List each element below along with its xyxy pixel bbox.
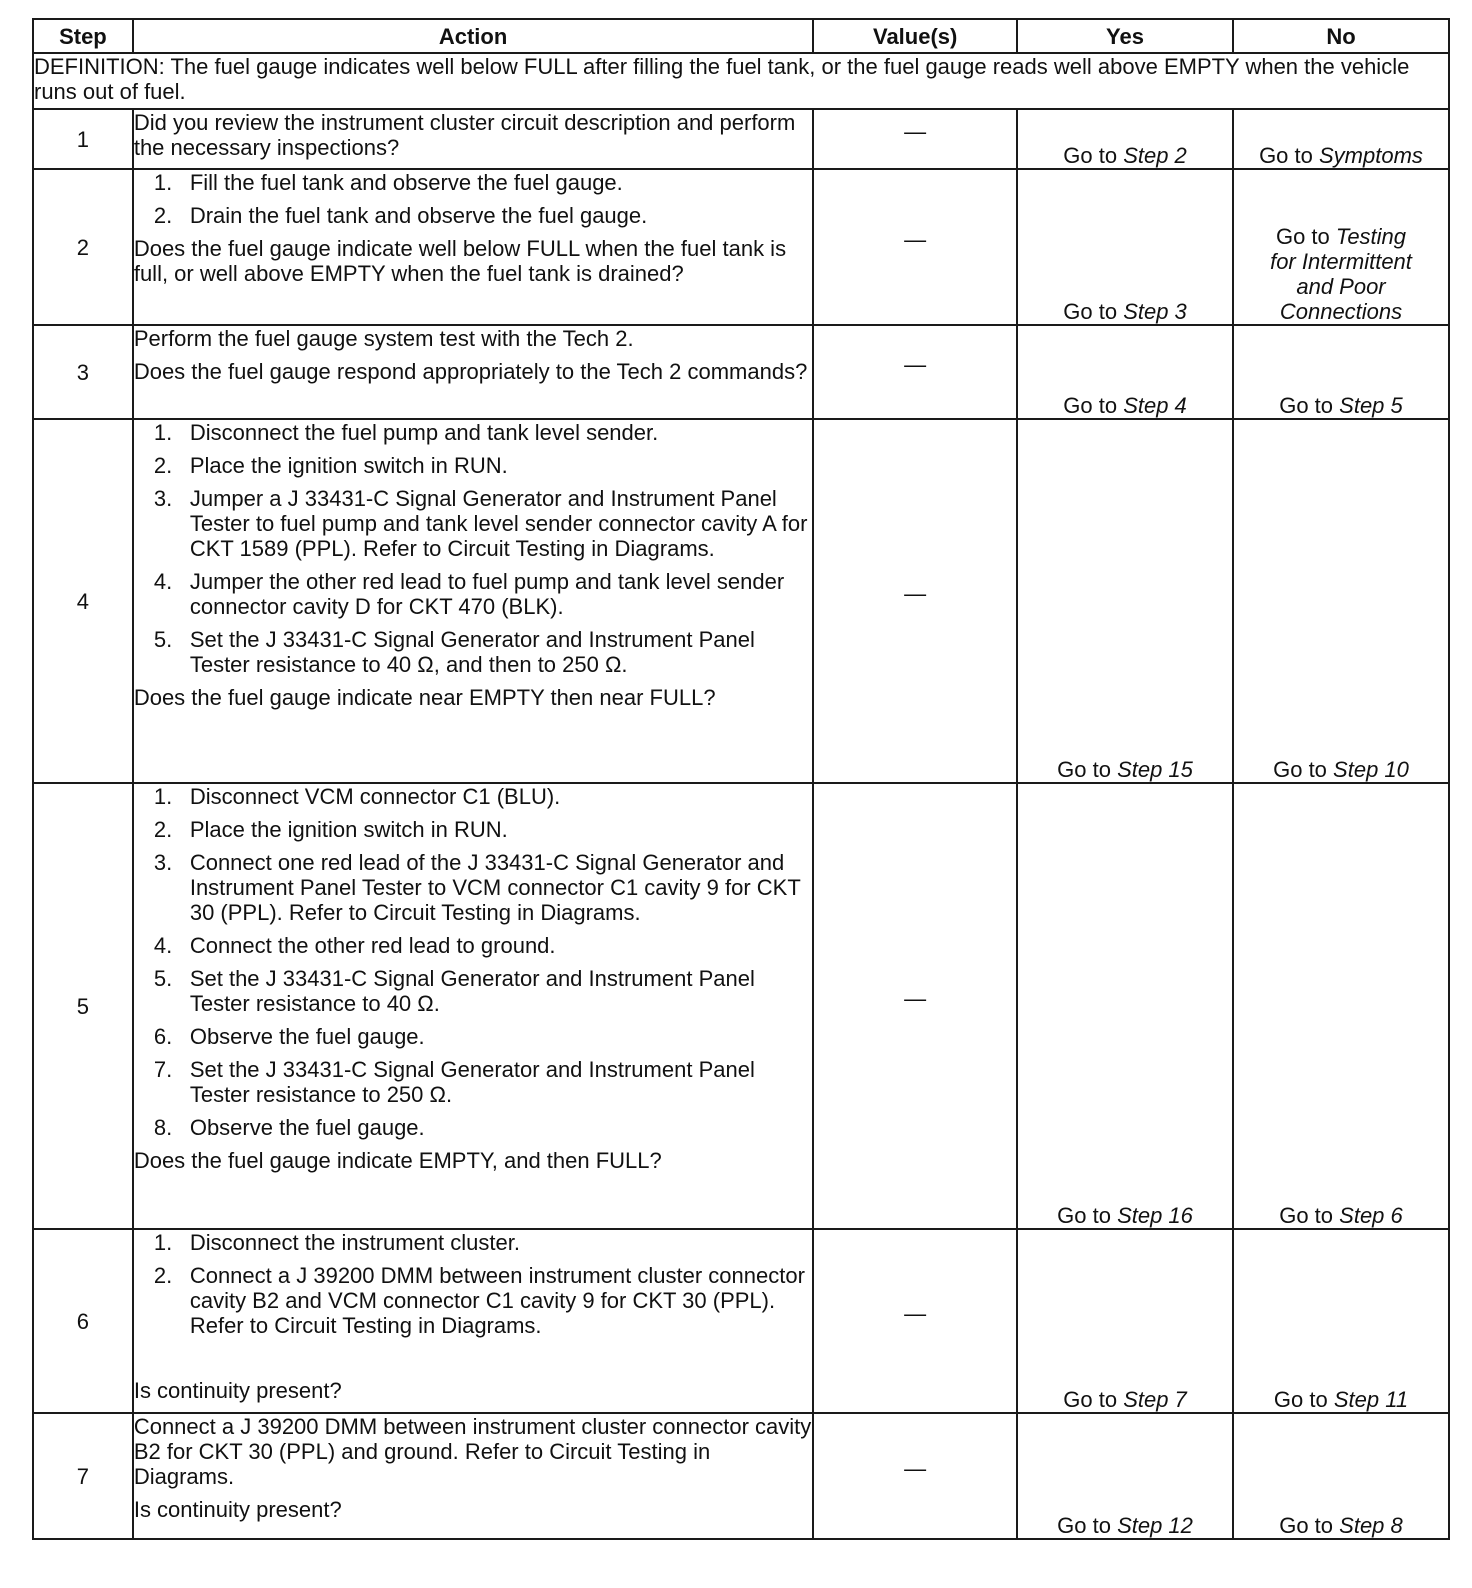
action-question: Does the fuel gauge indicate near EMPTY then near FULL? (133, 685, 716, 710)
action-intro: Connect a J 39200 DMM between instrument cluster connector cavity B2 for CKT 30 (PPL) and ground. Refer to Circuit Testing in Diagrams. (133, 1414, 812, 1489)
action-question: Does the fuel gauge respond appropriately to the Tech 2 commands? (133, 359, 808, 384)
action-cell (133, 169, 813, 325)
yes-cell (1017, 325, 1233, 419)
action-step-text: Fill the fuel tank and observe the fuel gauge. (189, 170, 623, 195)
action-step-text: Jumper a J 33431-C Signal Generator and Instrument Panel Tester to fuel pump and tank level sender connector cavity A for CKT 1589 (PPL). Refer to Circuit Testing in Diagrams. (189, 486, 808, 561)
action-step: 2. Connect a J 39200 DMM between instrument cluster connector cavity B2 and VCM connector C1 cavity 9 for CKT 30 (PPL). Refer to Circuit Testing in Diagrams. (153, 1263, 805, 1338)
yes-target: Step 12 (1117, 1513, 1193, 1538)
yes-cell (1017, 109, 1233, 169)
action-step-text: Observe the fuel gauge. (189, 1115, 425, 1140)
action-steps (134, 1230, 812, 1338)
action-step-text: Set the J 33431-C Signal Generator and Instrument Panel Tester resistance to 40 Ω, and then to 250 Ω. (189, 627, 755, 677)
action-cell (133, 1229, 813, 1413)
step-number: 5 (33, 783, 133, 1229)
action-step-text: Jumper the other red lead to fuel pump and tank level sender connector cavity D for CKT 470 (BLK). (189, 569, 785, 619)
no-cell (1233, 1413, 1449, 1539)
action-cell (133, 325, 813, 419)
value-dash: — (904, 118, 927, 144)
goto-prefix: Go to (1273, 1387, 1328, 1412)
yes-target: Step 2 (1123, 143, 1187, 168)
yes-cell (1017, 419, 1233, 783)
goto-prefix: Go to (1275, 224, 1330, 249)
no-target: for Intermittent (1270, 249, 1412, 274)
action-step-text: Observe the fuel gauge. (189, 1024, 425, 1049)
value-dash: — (904, 580, 927, 606)
no-cell (1233, 325, 1449, 419)
action-step: 8. Observe the fuel gauge. (153, 1115, 425, 1140)
yes-target: Step 7 (1123, 1387, 1187, 1412)
action-step-text: Connect one red lead of the J 33431-C Signal Generator and Instrument Panel Tester to VCM connector C1 cavity 9 for CKT 30 (PPL). Refer to Circuit Testing in Diagrams. (189, 850, 801, 925)
goto-prefix: Go to (1063, 143, 1118, 168)
header-row (33, 19, 1449, 53)
goto-prefix: Go to (1063, 299, 1118, 324)
action-step: 7. Set the J 33431-C Signal Generator and Instrument Panel Tester resistance to 250 Ω. (153, 1057, 755, 1107)
goto-prefix: Go to (1057, 757, 1111, 782)
step-number: 6 (33, 1229, 133, 1413)
table-row (33, 1229, 1449, 1413)
action-step-text: Connect the other red lead to ground. (189, 933, 556, 958)
no-target: and Poor (1296, 274, 1386, 299)
value-dash: — (904, 226, 927, 252)
action-step: 2. Place the ignition switch in RUN. (153, 453, 508, 478)
action-step-text: Place the ignition switch in RUN. (189, 453, 508, 478)
table-row (33, 169, 1449, 325)
action-cell (133, 419, 813, 783)
yes-target: Step 4 (1123, 393, 1187, 418)
table-row (33, 419, 1449, 783)
value-dash: — (904, 1455, 927, 1481)
table-row (33, 325, 1449, 419)
action-step-text: Disconnect VCM connector C1 (BLU). (189, 784, 561, 809)
step-number: 1 (33, 109, 133, 169)
yes-target: Step 16 (1117, 1203, 1193, 1228)
action-step: 2. Drain the fuel tank and observe the fuel gauge. (153, 203, 648, 228)
action-steps (134, 170, 812, 228)
yes-target: Step 15 (1117, 757, 1193, 782)
no-cell (1233, 1229, 1449, 1413)
action-cell (133, 783, 813, 1229)
action-step: 1. Fill the fuel tank and observe the fuel gauge. (153, 170, 623, 195)
yes-cell (1017, 1229, 1233, 1413)
goto-prefix: Go to (1057, 1203, 1111, 1228)
action-step-text: Drain the fuel tank and observe the fuel gauge. (189, 203, 648, 228)
no-target: Testing (1335, 224, 1407, 249)
step-number: 7 (33, 1413, 133, 1539)
definition-text: DEFINITION: The fuel gauge indicates well below FULL after filling the fuel tank, or the fuel gauge reads well above EMPTY when the vehicle runs out of fuel. (33, 53, 1449, 109)
action-question: Does the fuel gauge indicate EMPTY, and then FULL? (133, 1148, 662, 1173)
no-cell (1233, 109, 1449, 169)
step-number: 2 (33, 169, 133, 325)
action-step: 6. Observe the fuel gauge. (153, 1024, 425, 1049)
action-step: 5. Set the J 33431-C Signal Generator and Instrument Panel Tester resistance to 40 Ω. (153, 966, 755, 1016)
action-step: 3. Jumper a J 33431-C Signal Generator and Instrument Panel Tester to fuel pump and tank level sender connector cavity A for CKT 1589 (PPL). Refer to Circuit Testing in Diagrams. (153, 486, 808, 561)
goto-prefix: Go to (1279, 1203, 1334, 1228)
action-cell (133, 1413, 813, 1539)
goto-prefix: Go to (1279, 1513, 1334, 1538)
header-action: Action (133, 19, 813, 53)
definition-row (33, 53, 1449, 109)
action-step: 2. Place the ignition switch in RUN. (153, 817, 508, 842)
value-dash: — (904, 1300, 927, 1326)
header-values: Value(s) (813, 19, 1017, 53)
action-step-text: Disconnect the fuel pump and tank level sender. (189, 420, 659, 445)
goto-prefix: Go to (1063, 1387, 1118, 1412)
action-step: 1. Disconnect the fuel pump and tank level sender. (153, 420, 659, 445)
no-cell (1233, 419, 1449, 783)
action-step: 4. Jumper the other red lead to fuel pump and tank level sender connector cavity D for CKT 470 (BLK). (153, 569, 785, 619)
action-step-text: Set the J 33431-C Signal Generator and Instrument Panel Tester resistance to 40 Ω. (189, 966, 755, 1016)
header-no: No (1233, 19, 1449, 53)
goto-prefix: Go to (1259, 143, 1313, 168)
value-cell (813, 169, 1017, 325)
table-row (33, 783, 1449, 1229)
action-step: 3. Connect one red lead of the J 33431-C Signal Generator and Instrument Panel Tester to VCM connector C1 cavity 9 for CKT 30 (PPL). Refer to Circuit Testing in Diagrams. (153, 850, 801, 925)
action-step-text: Disconnect the instrument cluster. (189, 1230, 520, 1255)
goto-prefix: Go to (1279, 393, 1334, 418)
diagnostic-table (32, 18, 1450, 1540)
no-target: Step 6 (1339, 1203, 1403, 1228)
no-target: Connections (1279, 299, 1403, 324)
header-yes: Yes (1017, 19, 1233, 53)
action-step: 5. Set the J 33431-C Signal Generator and Instrument Panel Tester resistance to 40 Ω, and then to 250 Ω. (153, 627, 755, 677)
action-step-text: Connect a J 39200 DMM between instrument cluster connector cavity B2 and VCM connector C1 cavity 9 for CKT 30 (PPL). Refer to Circuit Testing in Diagrams. (189, 1263, 805, 1338)
value-cell (813, 1229, 1017, 1413)
table-row (33, 1413, 1449, 1539)
no-cell (1233, 783, 1449, 1229)
goto-prefix: Go to (1063, 393, 1118, 418)
header-step: Step (33, 19, 133, 53)
action-step: 1. Disconnect the instrument cluster. (153, 1230, 520, 1255)
step-number: 4 (33, 419, 133, 783)
action-cell (133, 109, 813, 169)
action-intro: Perform the fuel gauge system test with the Tech 2. (133, 326, 634, 351)
action-intro: Did you review the instrument cluster circuit description and perform the necessary inspections? (133, 110, 796, 160)
value-dash: — (904, 351, 927, 377)
action-steps (134, 420, 812, 677)
goto-prefix: Go to (1273, 757, 1327, 782)
action-question: Does the fuel gauge indicate well below FULL when the fuel tank is full, or well above EMPTY when the fuel tank is drained? (133, 236, 787, 286)
yes-target: Step 3 (1123, 299, 1187, 324)
yes-cell (1017, 1413, 1233, 1539)
no-target: Step 8 (1339, 1513, 1403, 1538)
step-number: 3 (33, 325, 133, 419)
yes-cell (1017, 783, 1233, 1229)
action-question: Is continuity present? (133, 1378, 342, 1403)
value-cell (813, 325, 1017, 419)
value-cell (813, 419, 1017, 783)
table-row (33, 109, 1449, 169)
action-steps (134, 784, 812, 1140)
value-cell (813, 783, 1017, 1229)
action-step-text: Place the ignition switch in RUN. (189, 817, 508, 842)
no-target: Step 11 (1333, 1387, 1409, 1412)
yes-cell (1017, 169, 1233, 325)
value-cell (813, 1413, 1017, 1539)
action-question: Is continuity present? (133, 1497, 342, 1522)
no-target: Step 10 (1333, 757, 1409, 782)
no-target: Symptoms (1319, 143, 1423, 168)
action-step-text: Set the J 33431-C Signal Generator and Instrument Panel Tester resistance to 250 Ω. (189, 1057, 755, 1107)
no-target: Step 5 (1339, 393, 1403, 418)
no-cell (1233, 169, 1449, 325)
value-cell (813, 109, 1017, 169)
action-step: 1. Disconnect VCM connector C1 (BLU). (153, 784, 561, 809)
goto-prefix: Go to (1057, 1513, 1111, 1538)
value-dash: — (904, 985, 927, 1011)
action-step: 4. Connect the other red lead to ground. (153, 933, 556, 958)
